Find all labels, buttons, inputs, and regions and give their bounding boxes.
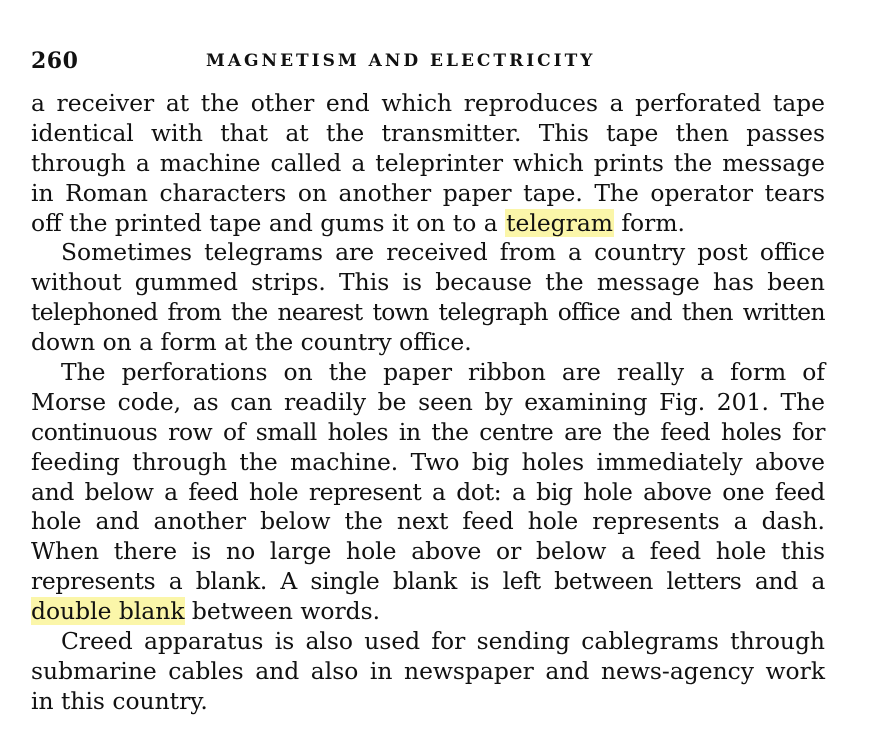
text-line: telephoned from the nearest town telegraph office and then written xyxy=(31,298,825,327)
text-segment: form. xyxy=(613,208,685,237)
text-line: and below a feed hole represent a dot: a big hole above one feed xyxy=(31,477,825,506)
text-line: identical with that at the transmitter. This tape then passes xyxy=(31,118,825,147)
body-text xyxy=(31,89,825,717)
highlighted-term-telegram: telegram xyxy=(506,208,613,237)
text-line: feeding through the machine. Two big holes immediately above xyxy=(31,447,825,476)
highlighted-term-double-blank: double blank xyxy=(31,597,185,626)
page-header xyxy=(31,48,825,76)
running-head: MAGNETISM AND ELECTRICITY xyxy=(206,51,596,71)
text-line: continuous row of small holes in the centre are the feed holes for xyxy=(31,417,825,446)
text-line: Morse code, as can readily be seen by examining Fig. 201. The xyxy=(31,387,825,416)
text-line: in this country. xyxy=(31,686,208,715)
text-line: a receiver at the other end which reproduces a perforated tape xyxy=(31,89,825,117)
text-line: Creed apparatus is also used for sending cablegrams through xyxy=(61,627,825,656)
text-line xyxy=(31,597,825,627)
text-line: through a machine called a teleprinter which prints the message xyxy=(31,148,825,177)
text-line: The perforations on the paper ribbon are really a form of xyxy=(61,358,825,387)
page-number: 260 xyxy=(31,48,79,74)
text-line: Sometimes telegrams are received from a country post office xyxy=(61,238,825,267)
text-line xyxy=(31,209,825,239)
text-line: without gummed strips. This is because the message has been xyxy=(31,268,825,297)
text-segment: off the printed tape and gums it on to a xyxy=(31,208,506,237)
text-line: down on a form at the country office. xyxy=(31,328,472,357)
text-line: represents a blank. A single blank is left between letters and a xyxy=(31,567,825,596)
text-line: submarine cables and also in newspaper and news-agency work xyxy=(31,656,825,685)
text-line: When there is no large hole above or below a feed hole this xyxy=(31,537,825,566)
text-segment: between words. xyxy=(184,597,381,626)
text-line: hole and another below the next feed hole represents a dash. xyxy=(31,507,825,536)
text-line: in Roman characters on another paper tape. The operator tears xyxy=(31,178,825,207)
